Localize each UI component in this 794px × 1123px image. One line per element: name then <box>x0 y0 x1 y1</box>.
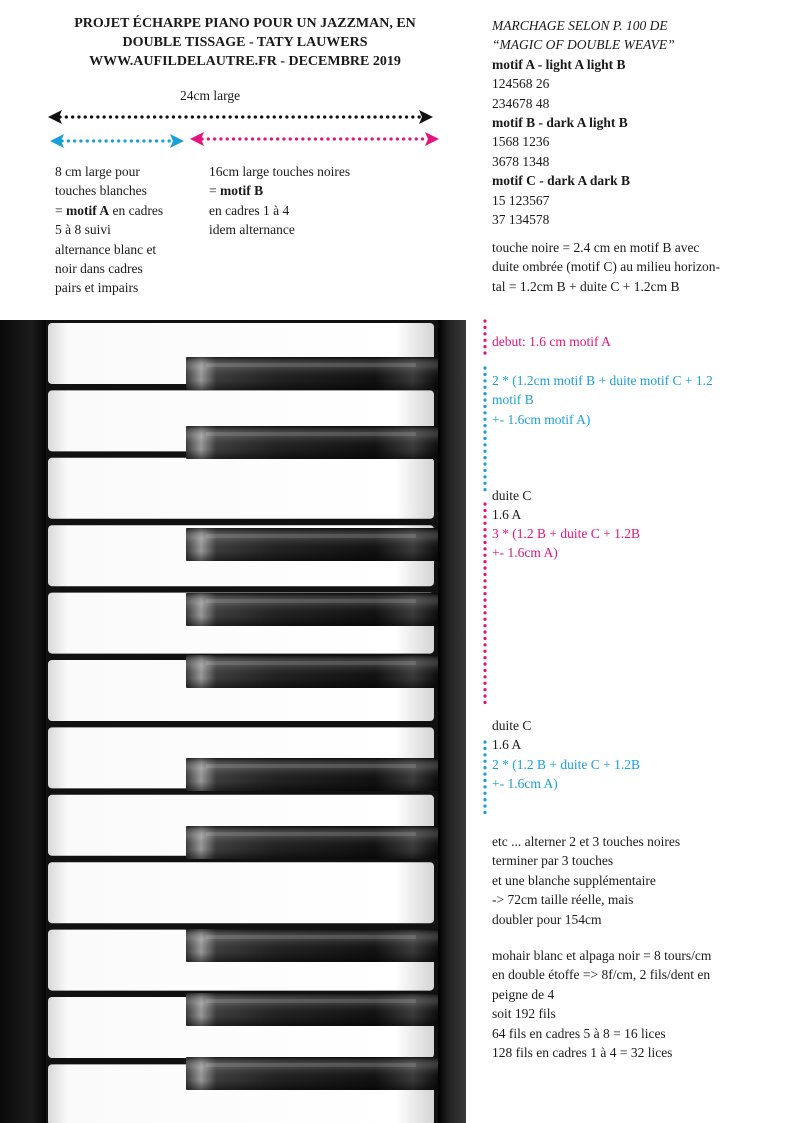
total-width-label: 24cm large <box>180 88 241 103</box>
black-key <box>186 1057 438 1090</box>
marchage-heading-1: MARCHAGE SELON P. 100 DE <box>492 18 668 33</box>
piano-keyboard-svg <box>0 320 466 1123</box>
white-key <box>48 458 434 519</box>
motif-a-label: motif A - light A light B <box>492 56 626 72</box>
black-keys-note: 16cm large touches noires = motif B en cadres 1 à 4 idem alternance <box>209 164 351 238</box>
sequence-debut: debut: 1.6 cm motif A <box>492 334 611 349</box>
black-key <box>186 993 438 1026</box>
sequence-step-1: 2 * (1.2cm motif B + duite motif C + 1.2 motif B +- 1.6cm motif A) <box>492 373 713 427</box>
motif-b-label: motif B - dark A light B <box>492 115 628 131</box>
yarn-note: mohair blanc et alpaga noir = 8 tours/cm en double étoffe => 8f/cm, 2 fils/dent en peigne de 4 soit 192 fils 64 fils en cadres 5 à 8 = 16 lices 128 fils en cadres 1 à 4 = 32 lices <box>492 948 712 1061</box>
black-key <box>186 426 438 459</box>
title-line-2: DOUBLE TISSAGE - TATY LAUWERS <box>122 35 368 50</box>
sequence-duite-2: duite C 1.6 A <box>492 718 532 753</box>
black-key <box>186 357 438 390</box>
title-line-1: PROJET ÉCHARPE PIANO POUR UN JAZZMAN, EN <box>74 16 416 31</box>
white-keys-note: 8 cm large pour touches blanches = motif A en cadres 5 à 8 suivi alternance blanc et noir dans cadres pairs et impairs <box>55 164 164 296</box>
black-key <box>186 528 438 561</box>
sequence-step-3: 2 * (1.2 B + duite C + 1.2B +- 1.6cm A) <box>492 757 640 792</box>
black-keys-width-arrow <box>190 132 439 146</box>
black-key-note: touche noire = 2.4 cm en motif B avec duite ombrée (motif C) au milieu horizon- tal = 1.2cm B + duite C + 1.2cm B <box>492 240 720 294</box>
marchage-heading-2: “MAGIC OF DOUBLE WEAVE” <box>492 37 675 53</box>
black-key <box>186 655 438 688</box>
black-key <box>186 929 438 962</box>
black-key <box>186 758 438 791</box>
white-key <box>48 862 434 923</box>
black-key <box>186 593 438 626</box>
etc-note: etc ... alterner 2 et 3 touches noires terminer par 3 touches et une blanche supplémentaire -> 72cm taille réelle, mais doubler pour 154cm <box>492 834 681 927</box>
total-width-arrow <box>48 110 433 124</box>
sequence-duite-1: duite C 1.6 A <box>492 488 532 523</box>
white-keys-width-arrow <box>50 134 184 148</box>
marchage-block: MARCHAGE SELON P. 100 DE “MAGIC OF DOUBLE WEAVE” motif A - light A light B 124568 26 234678 48 motif B - dark A light B 1568 1236 3678 1348 motif C - dark A dark B 15 123567 37 134578 <box>492 18 675 228</box>
black-key <box>186 826 438 859</box>
piano-keyboard-image <box>0 320 466 1123</box>
sequence-step-2: 3 * (1.2 B + duite C + 1.2B +- 1.6cm A) <box>492 526 640 561</box>
title-line-3: WWW.AUFILDELAUTRE.FR - DECEMBRE 2019 <box>89 54 401 69</box>
motif-c-label: motif C - dark A dark B <box>492 173 631 189</box>
